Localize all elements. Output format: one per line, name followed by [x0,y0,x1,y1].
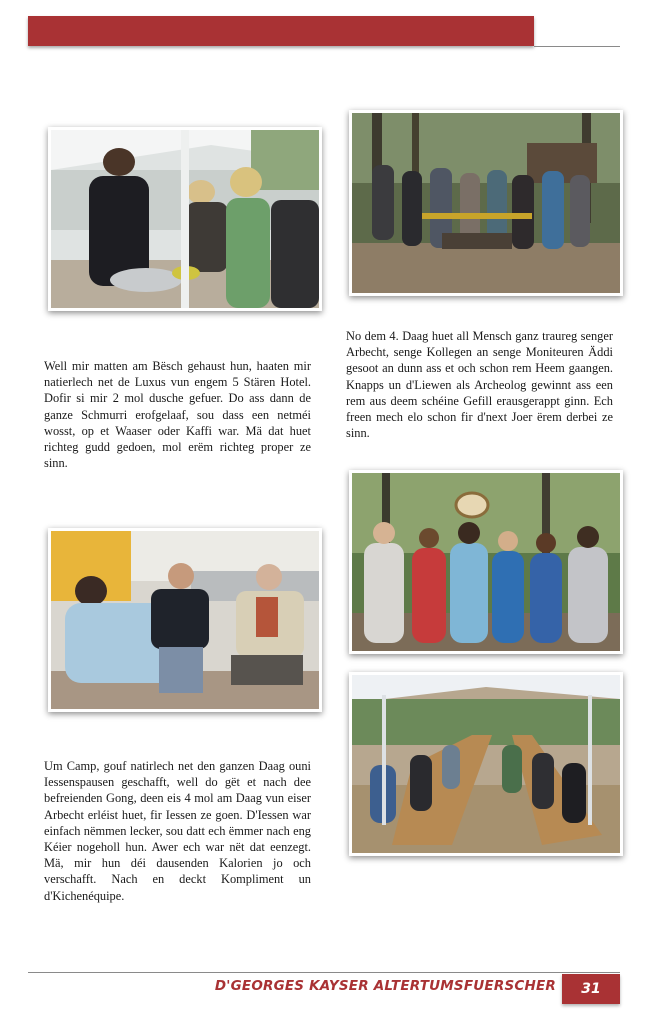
photo-kitchen [48,127,322,311]
header-bar [28,16,534,46]
photo-forest-group [349,110,623,296]
paragraph-farewell: No dem 4. Daag huet all Mensch ganz traureg senger Arbecht, senge Kollegen an senge Moniteuren Äddi gesoot an dunn ass et och schon rem Heem gaangen. Knapps un d'Liewen als Archeolog gewinnt ass een rem aus deem schéine Gefill erausgerappt ginn. Ech freen mech elo schon fir d'next Joer ërem derbei ze sinn. [346,329,613,441]
photo-dining-tent [349,672,623,856]
paragraph-showers: Well mir matten am Bësch gehaust hun, haaten mir natierlech net de Luxus vun engem 5 Stären Hotel. Dofir si mir 2 mol dusche gefuer. Do ass dann de ganze Schmurri erofgelaaf, sou dass een netméi wosst, op et Waaser oder Kaffi war. Mä dat huet richteg gudd gedoen, mol erëm richteg proper ze sinn. [44,359,311,471]
header-rule [534,46,620,47]
photo-seated-people [48,528,322,712]
footer-title: D'GEORGES KAYSER ALTERTUMSFUERSCHER [214,978,556,994]
page-number: 31 [562,974,620,1004]
photo-group-cake [349,470,623,654]
footer-rule [28,972,620,973]
paragraph-meals: Um Camp, gouf natirlech net den ganzen Daag ouni Iessenspausen geschafft, well do gët et nach dee befreienden Gong, deen eis 4 mol am Daag vun eiser Arbecht erléist huet, fir Iessen ze goen. D'Iessen war einfach nëmmen lecker, sou datt ech ëmmer nach eng Kéier nogeholl hun. Awer ech war nët dat eenzegt. Mä, mir hun déi dausenden Kalorien jo och verschafft. Nach en deckt Kompliment un d'Kichenéquipe. [44,759,311,903]
